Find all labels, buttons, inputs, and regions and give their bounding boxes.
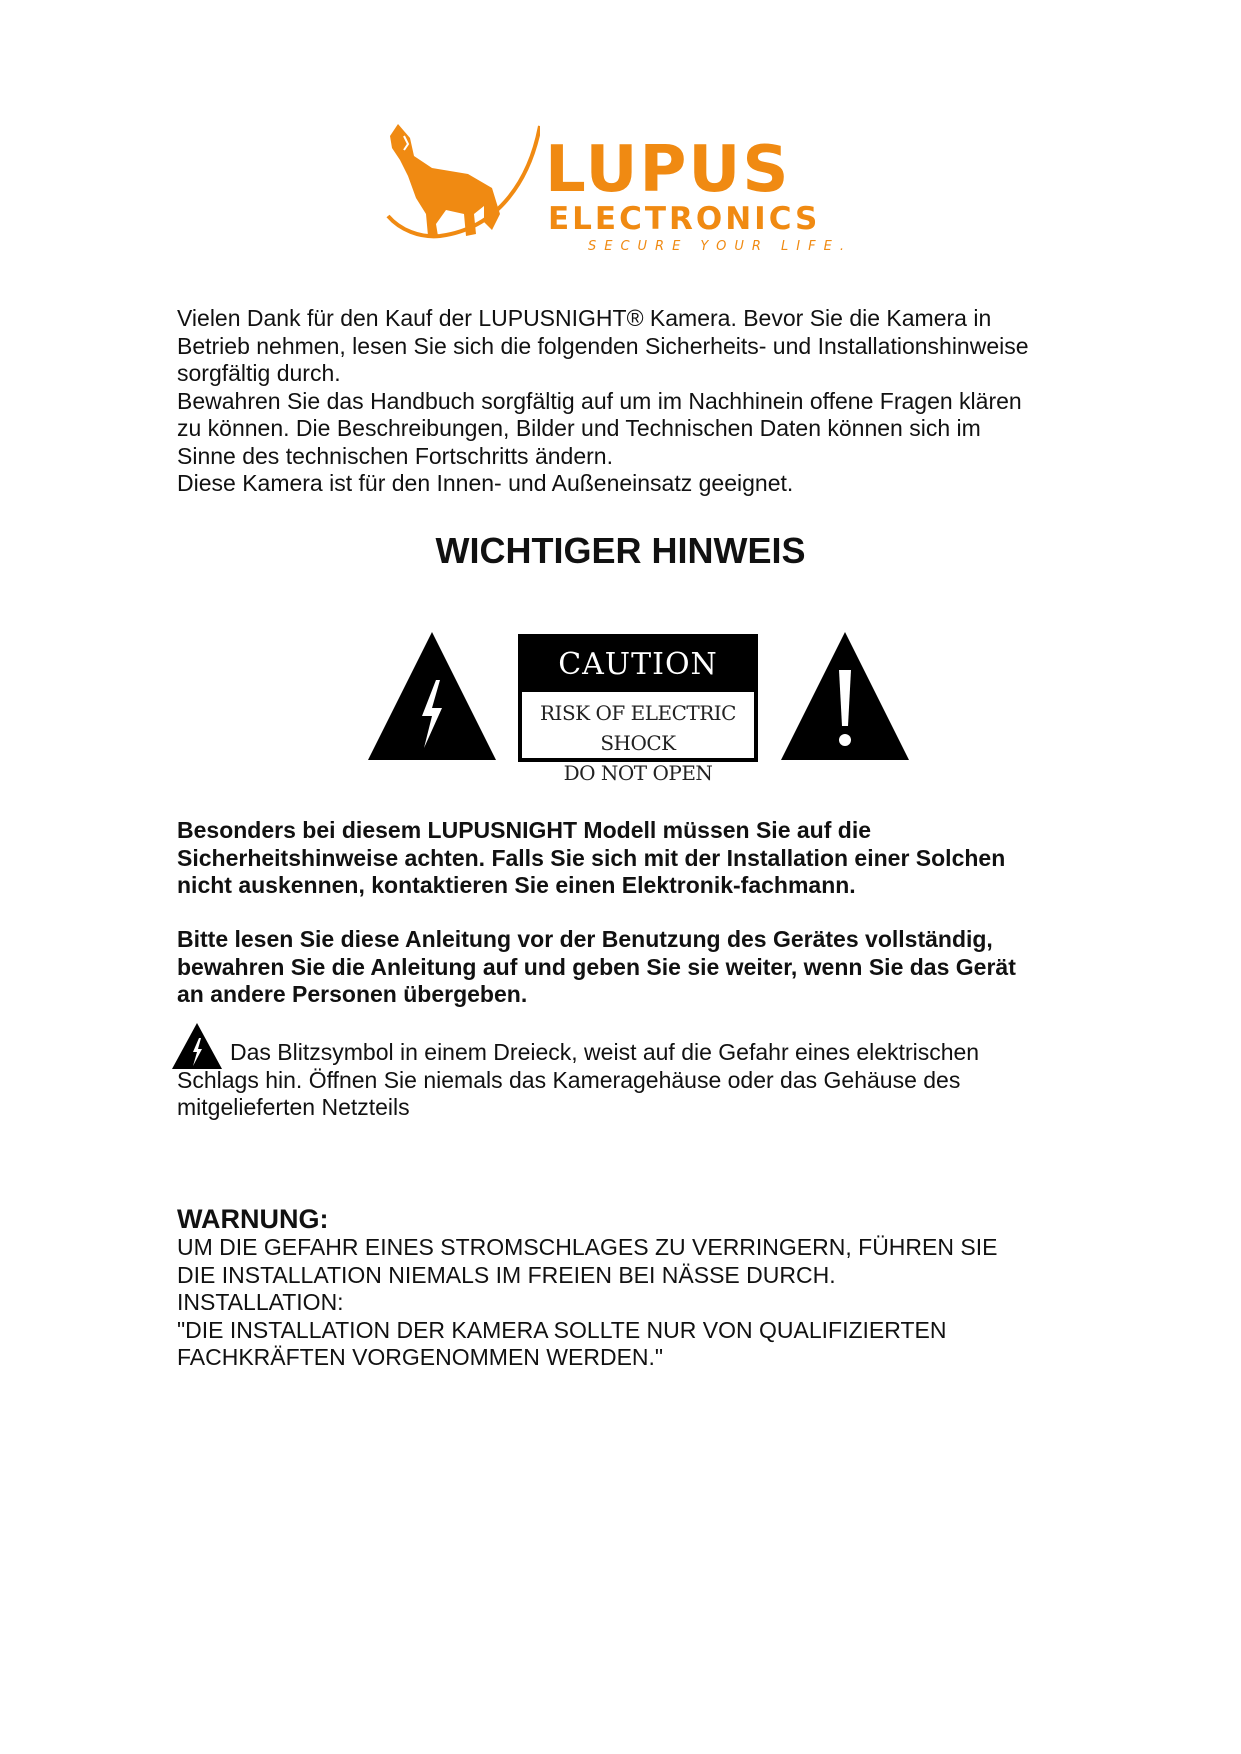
read-note <box>177 926 1077 1009</box>
caution-line: DO NOT OPEN <box>563 761 713 785</box>
howling-wolf-icon <box>380 118 540 248</box>
safety-line: Sicherheitshinweise achten. Falls Sie sich mit der Installation einer Solchen <box>177 844 1006 871</box>
brand-subtitle: ELECTRONICS <box>548 201 821 237</box>
lightning-line: Schlags hin. Öffnen Sie niemals das Kameragehäuse oder das Gehäuse des <box>177 1066 961 1093</box>
safety-line: Besonders bei diesem LUPUSNIGHT Modell müssen Sie auf die <box>177 817 871 843</box>
warning-line: INSTALLATION: <box>177 1289 344 1315</box>
caution-label <box>518 634 758 785</box>
caution-line: RISK OF ELECTRIC SHOCK <box>540 701 736 755</box>
important-heading: WICHTIGER HINWEIS <box>435 530 806 571</box>
caution-graphic <box>366 630 911 785</box>
lupus-logo <box>380 118 860 258</box>
lightning-line: Das Blitzsymbol in einem Dreieck, weist auf die Gefahr eines elektrischen <box>230 1039 980 1065</box>
brand-tagline: SECURE YOUR LIFE. <box>588 239 852 254</box>
intro-line: zu können. Die Beschreibungen, Bilder und Technischen Daten können sich im <box>177 415 981 441</box>
safety-note <box>177 817 1077 900</box>
lightning-warning-icon <box>366 630 498 762</box>
read-line: bewahren Sie die Anleitung auf und geben Sie sie weiter, wenn Sie das Gerät <box>177 953 1016 980</box>
safety-line: nicht auskennen, kontaktieren Sie einen Elektronik-fachmann. <box>177 872 856 898</box>
intro-line: Vielen Dank für den Kauf der LUPUSNIGHT® Kamera. Bevor Sie die Kamera in <box>177 305 992 331</box>
intro-line: sorgfältig durch. <box>177 360 341 386</box>
warning-line: FACHKRÄFTEN VORGENOMMEN WERDEN." <box>177 1344 664 1370</box>
brand-name: LUPUS <box>545 133 791 207</box>
warning-line: DIE INSTALLATION NIEMALS IM FREIEN BEI NÄSSE DURCH. <box>177 1261 836 1288</box>
exclamation-warning-icon <box>779 630 911 762</box>
intro-line: Bewahren Sie das Handbuch sorgfältig auf um im Nachhinein offene Fragen klären <box>177 387 1022 414</box>
read-line: Bitte lesen Sie diese Anleitung vor der Benutzung des Gerätes vollständig, <box>177 926 993 952</box>
intro-line: Betrieb nehmen, lesen Sie sich die folgenden Sicherheits- und Installationshinweise <box>177 332 1029 359</box>
warning-line: "DIE INSTALLATION DER KAMERA SOLLTE NUR VON QUALIFIZIERTEN <box>177 1316 947 1343</box>
lightning-note <box>177 1039 1077 1122</box>
read-line: an andere Personen übergeben. <box>177 981 528 1007</box>
caution-title: CAUTION <box>522 638 754 692</box>
intro-line: Sinne des technischen Fortschritts ändern. <box>177 442 613 469</box>
lightning-line: mitgelieferten Netzteils <box>177 1094 410 1120</box>
warning-heading: WARNUNG: <box>177 1204 329 1234</box>
warning-line: UM DIE GEFAHR EINES STROMSCHLAGES ZU VERRINGERN, FÜHREN SIE <box>177 1234 998 1260</box>
intro-line: Diese Kamera ist für den Innen- und Außeneinsatz geeignet. <box>177 470 794 496</box>
intro-paragraph <box>177 305 1077 498</box>
warning-section <box>177 1204 1077 1372</box>
